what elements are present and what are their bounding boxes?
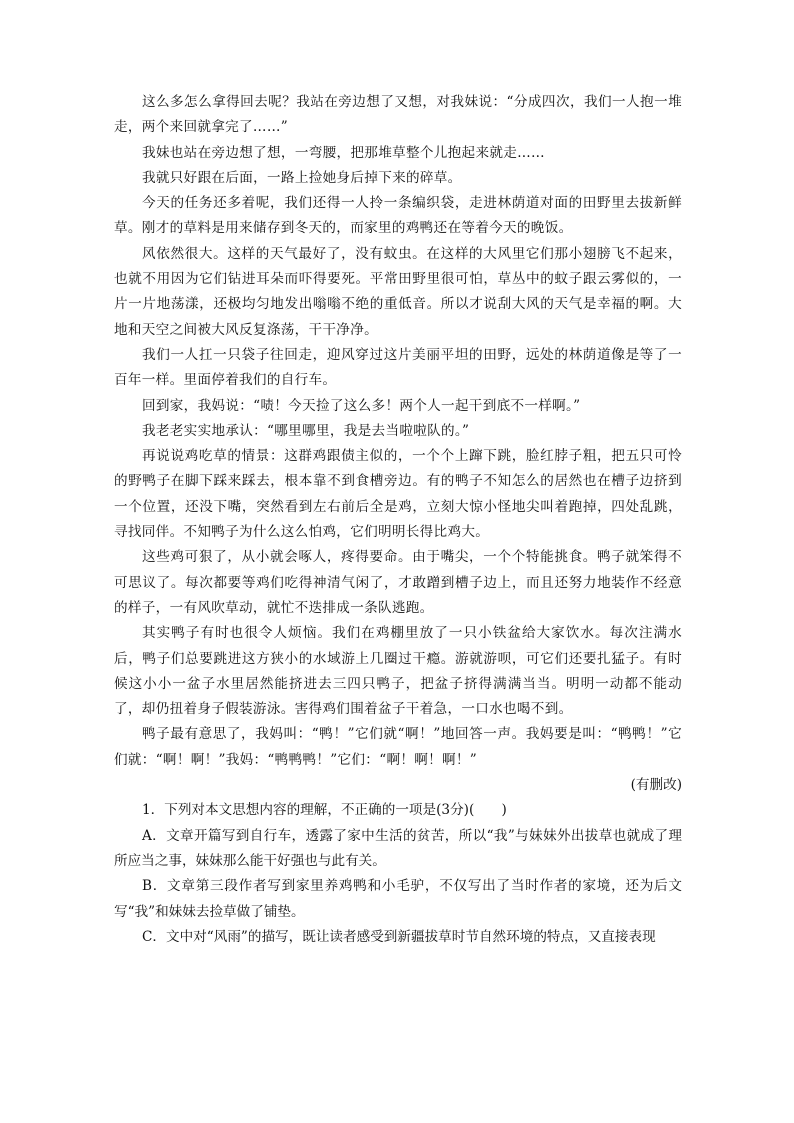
paragraph: 我老老实实地承认：“哪里哪里，我是去当啦啦队的。” [142, 422, 470, 439]
document-page [114, 90, 682, 950]
answer-option-b: B．文章第三段作者写到家里养鸡鸭和小毛驴，不仅写出了当时作者的家境，还为后文写“我”和妹妹去捡草做了铺垫。 [114, 878, 682, 920]
paragraph: 再说说鸡吃草的情景：这群鸡跟债主似的，一个个上蹿下跳，脸红脖子粗，把五只可怜的野鸭子在脚下踩来踩去，根本靠不到食槽旁边。有的鸭子不知怎么的居然也在槽子边挤到一个位置，还没下嘴，突然看到左右前后全是鸡，立刻大惊小怪地尖叫着跑掉，四处乱跳，寻找同伴。不知鸭子为什么这么怕鸡，它们明明长得比鸡大。 [114, 448, 682, 541]
revision-note: (有删改) [630, 777, 682, 794]
paragraph: 今天的任务还多着呢，我们还得一人拎一条编织袋，走进林荫道对面的田野里去拔新鲜草。刚才的草料是用来储存到冬天的，而家里的鸡鸭还在等着今天的晚饭。 [114, 195, 682, 237]
paragraph: 这些鸡可狠了，从小就会啄人，疼得要命。由于嘴尖，一个个特能挑食。鸭子就笨得不可思议了。每次都要等鸡们吃得神清气闲了，才敢蹭到槽子边上，而且还努力地装作不经意的样子，一有风吹草动，就忙不迭排成一条队逃跑。 [114, 549, 682, 616]
paragraph: 回到家，我妈说：“啧！今天捡了这么多！两个人一起干到底不一样啊。” [142, 397, 581, 414]
paragraph: 鸭子最有意思了，我妈叫：“鸭！”它们就“啊！”地回答一声。我妈要是叫：“鸭鸭！”它们就：“啊！啊！”我妈：“鸭鸭鸭！”它们：“啊！啊！啊！” [114, 726, 682, 768]
question-stem: 1．下列对本文思想内容的理解，不正确的一项是(3分)( ) [142, 802, 507, 819]
paragraph: 我就只好跟在后面，一路上捡她身后掉下来的碎草。 [142, 169, 462, 186]
answer-option-c: C．文中对“风雨”的描写，既让读者感受到新疆拔草时节自然环境的特点，又直接表现 [142, 928, 656, 945]
paragraph: 其实鸭子有时也很令人烦恼。我们在鸡棚里放了一只小铁盆给大家饮水。每次注满水后，鸭子们总要跳进这方狭小的水域游上几圈过干瘾。游就游呗，可它们还要扎猛子。有时候这小小一盆子水里居然能挤进去三四只鸭子，把盆子挤得满满当当。明明一动都不能动了，却仍扭着身子假装游泳。害得鸡们围着盆子干着急，一口水也喝不到。 [114, 625, 682, 718]
paragraph: 我们一人扛一只袋子往回走，迎风穿过这片美丽平坦的田野，远处的林荫道像是等了一百年一样。里面停着我们的自行车。 [114, 346, 682, 389]
question-section [114, 798, 682, 950]
paragraph: 风依然很大。这样的天气最好了，没有蚊虫。在这样的大风里它们那小翅膀飞不起来，也就不用因为它们钻进耳朵而吓得要死。平常田野里很可怕，草丛中的蚊子跟云雾似的，一片一片地荡漾，还极均匀地发出嗡嗡不绝的重低音。所以才说刮大风的天气是幸福的啊。大地和天空之间被大风反复涤荡，干干净净。 [114, 245, 682, 338]
article-body [114, 90, 682, 798]
answer-option-a: A．文章开篇写到自行车，透露了家中生活的贫苦，所以“我”与妹妹外出拔草也就成了理所应当之事，妹妹那么能干好强也与此有关。 [114, 827, 682, 869]
paragraph: 这么多怎么拿得回去呢？我站在旁边想了又想，对我妹说：“分成四次，我们一人抱一堆走，两个来回就拿完了……” [114, 94, 682, 136]
paragraph: 我妹也站在旁边想了想，一弯腰，把那堆草整个儿抱起来就走…… [142, 144, 545, 161]
